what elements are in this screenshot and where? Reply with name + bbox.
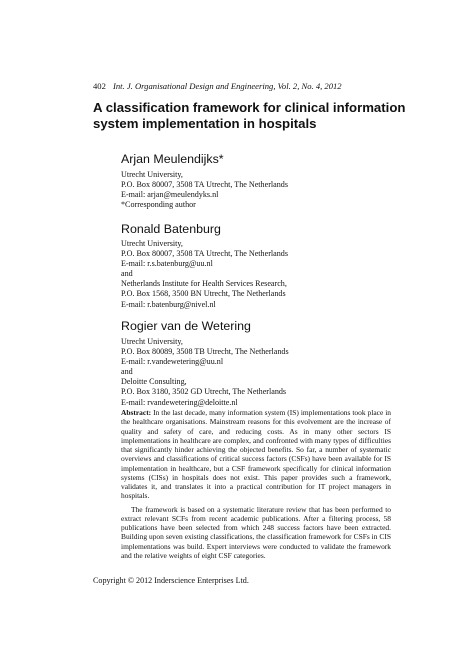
title-line-2: system implementation in hospitals xyxy=(93,116,317,131)
journal-citation: Int. J. Organisational Design and Engineering, Vol. 2, No. 4, 2012 xyxy=(113,81,342,91)
paper-title xyxy=(93,100,406,132)
author-affiliation-1 xyxy=(121,170,401,210)
affiliation-email: E-mail: arjan@meulendyks.nl xyxy=(121,190,219,200)
affiliation-line: Netherlands Institute for Health Services Research, xyxy=(121,279,287,289)
abstract-label: Abstract: xyxy=(121,408,152,417)
author-name-2: Ronald Batenburg xyxy=(121,222,221,236)
page-number: 402 xyxy=(93,81,106,91)
title-line-1: A classification framework for clinical information xyxy=(93,100,406,115)
affiliation-line: P.O. Box 3180, 3502 GD Utrecht, The Netherlands xyxy=(121,387,287,397)
abstract-paragraph-2: The framework is based on a systematic literature review that has been performed to extract relevant SCFs from recent academic publications. After a filtering process, 58 publications have been selected from which 248 success factors have been extracted. Building upon seven existing classifications, the classification framework for CSFs in CIS implementations was build. Expert interviews were conducted to validate the framework and the relative weights of eight CSF categories. xyxy=(121,504,391,560)
affiliation-line: P.O. Box 80007, 3508 TA Utrecht, The Netherlands xyxy=(121,180,288,190)
affiliation-email: E-mail: r.vandewetering@uu.nl xyxy=(121,357,224,367)
abstract xyxy=(121,408,391,560)
affiliation-conjunction: and xyxy=(121,367,133,377)
author-affiliation-2 xyxy=(121,239,401,310)
affiliation-line: P.O. Box 1568, 3500 BN Utrecht, The Netherlands xyxy=(121,289,286,299)
affiliation-line: Utrecht University, xyxy=(121,337,183,346)
abstract-paragraph-1 xyxy=(121,408,391,501)
affiliation-line: Utrecht University, xyxy=(121,170,183,179)
corresponding-author-note: *Corresponding author xyxy=(121,200,196,210)
affiliation-line: P.O. Box 80089, 3508 TB Utrecht, The Netherlands xyxy=(121,347,289,357)
affiliation-line: Deloitte Consulting, xyxy=(121,377,187,387)
copyright-notice: Copyright © 2012 Inderscience Enterprises Ltd. xyxy=(93,576,249,585)
affiliation-email: E-mail: r.s.batenburg@uu.nl xyxy=(121,259,213,269)
affiliation-email: E-mail: rvandewetering@deloitte.nl xyxy=(121,397,238,407)
affiliation-conjunction: and xyxy=(121,269,133,279)
affiliation-line: P.O. Box 80007, 3508 TA Utrecht, The Netherlands xyxy=(121,249,288,259)
author-affiliation-3 xyxy=(121,337,401,408)
running-header xyxy=(93,81,403,92)
affiliation-email: E-mail: r.batenburg@nivel.nl xyxy=(121,299,216,309)
affiliation-line: Utrecht University, xyxy=(121,239,183,248)
author-name-3: Rogier van de Wetering xyxy=(121,319,251,333)
author-name-1: Arjan Meulendijks* xyxy=(121,152,224,166)
abstract-text-1: In the last decade, many information system (IS) implementations took place in the healthcare organisations. Mainstream reasons for this evolvement are the increase of quality and safety of care, and reducing costs. As in many other sectors IS implementations in healthcare are complex, and confronted with many types of difficulties that significantly hinder achieving the objected benefits. So far, a number of systematic overviews and classifications of critical success factors (CSFs) have been available for IS implementation in healthcare, but a CSF framework specifically for clinical information systems (CISs) in hospitals does not exist. This paper provides such a framework, validates it, and translates it into a practical contribution for IT project managers in hospitals. xyxy=(121,408,391,501)
